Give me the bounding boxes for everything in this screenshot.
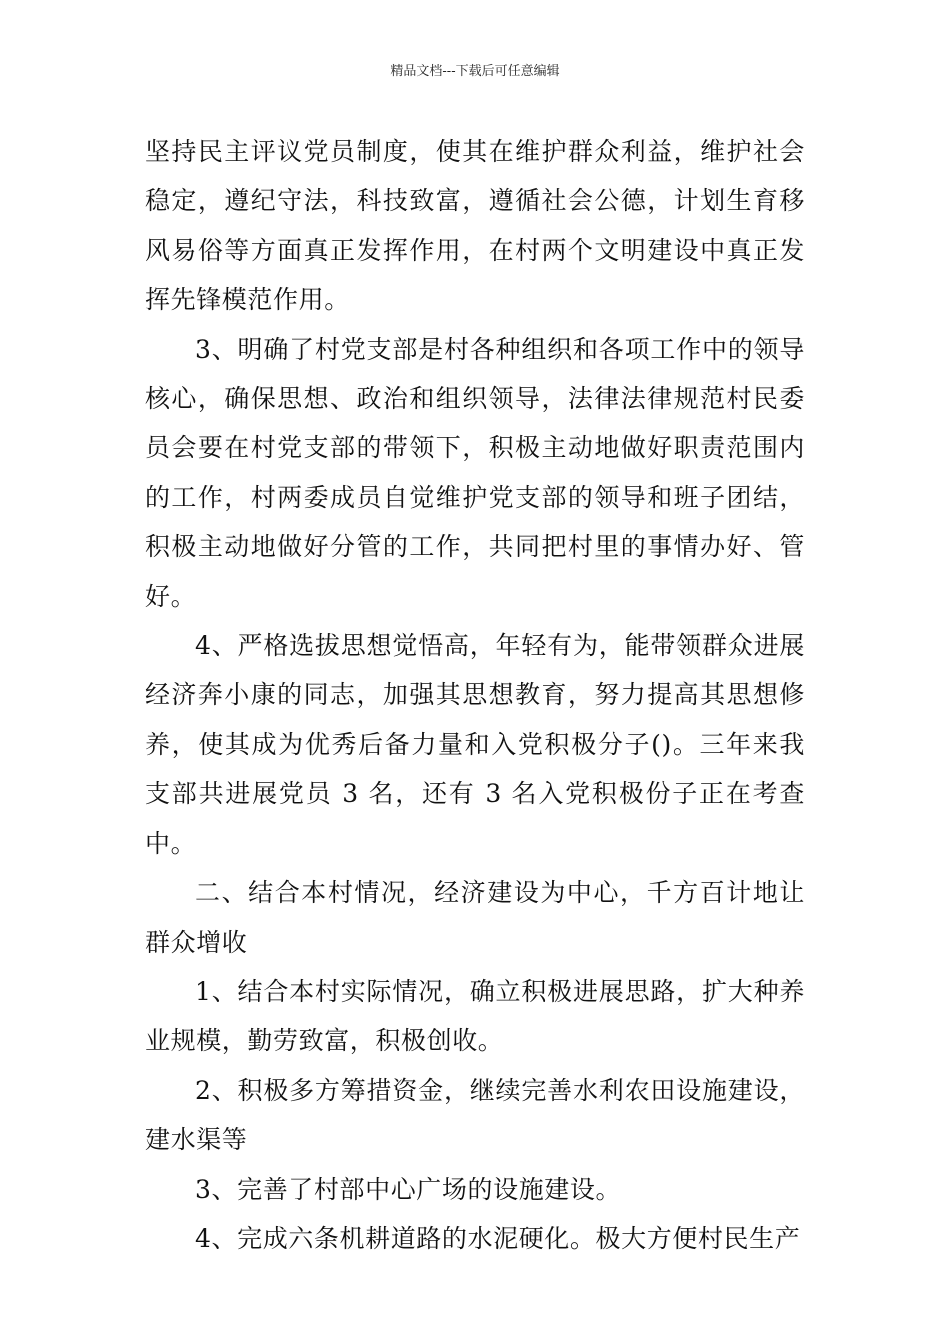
paragraph-1: 坚持民主评议党员制度，使其在维护群众利益，维护社会稳定，遵纪守法，科技致富，遵循社会公德，计划生育移风易俗等方面真正发挥作用，在村两个文明建设中真正发挥先锋模范作用。	[145, 137, 805, 315]
page-header: 精品文档---下载后可任意编辑	[390, 64, 560, 79]
paragraph-3: 4、严格选拔思想觉悟高，年轻有为，能带领群众进展经济奔小康的同志，加强其思想教育，努力提高其思想修养，使其成为优秀后备力量和入党积极分子()。三年来我支部共进展党员 3 名，还有 3 名入党积极份子正在考查中。	[145, 631, 805, 858]
paragraph-7: 4、完成六条机耕道路的水泥硬化。极大方便村民生产	[195, 1223, 801, 1253]
paragraph-5: 2、积极多方筹措资金，继续完善水利农田设施建设，建水渠等	[145, 1075, 805, 1155]
paragraph-2: 3、明确了村党支部是村各种组织和各项工作中的领导核心，确保思想、政治和组织领导，法律法律规范村民委员会要在村党支部的带领下，积极主动地做好职责范围内的工作，村两委成员自觉维护党支部的领导和班子团结，积极主动地做好分管的工作，共同把村里的事情办好、管好。	[145, 334, 805, 611]
paragraph-4: 1、结合本村实际情况，确立积极进展思路，扩大种养业规模，勤劳致富，积极创收。	[145, 976, 805, 1056]
section-heading: 二、结合本村情况，经济建设为中心，千方百计地让群众增收	[145, 878, 805, 957]
document-body	[145, 127, 805, 1263]
paragraph-6: 3、完善了村部中心广场的设施建设。	[195, 1174, 622, 1204]
